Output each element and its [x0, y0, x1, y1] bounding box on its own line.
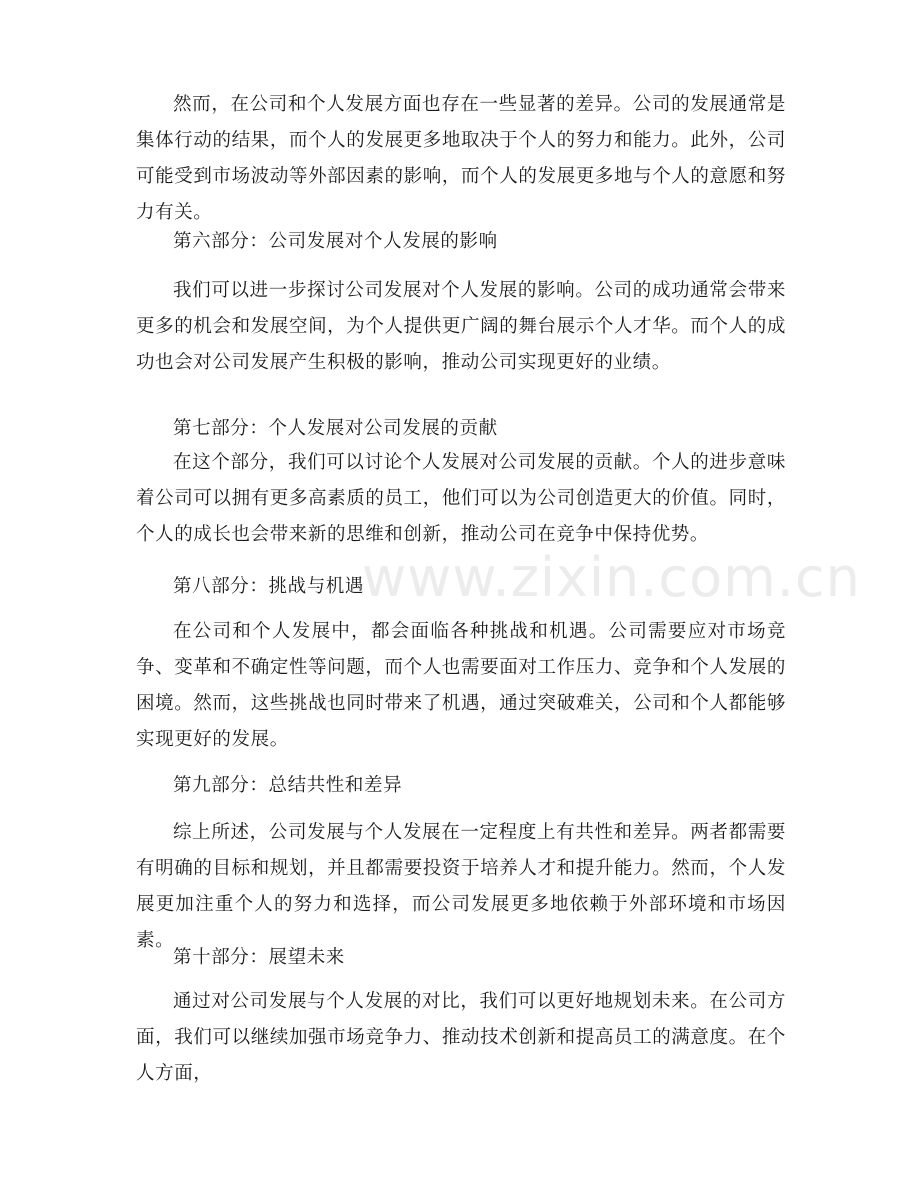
- section-heading-10: 第十部分：展望未来: [173, 947, 345, 968]
- section-heading-7: 第七部分：个人发展对公司发展的贡献: [173, 418, 498, 439]
- section-heading-9: 第九部分：总结共性和差异: [173, 775, 403, 796]
- paragraph-section-7: 在这个部分，我们可以讨论个人发展对公司发展的贡献。个人的进步意味着公司可以拥有更多高素质的员工，他们可以为公司创造更大的价值。同时，个人的成长也会带来新的思维和创新，推动公司在竞争中保持优势。: [136, 452, 786, 545]
- paragraph-section-6: 我们可以进一步探讨公司发展对个人发展的影响。公司的成功通常会带来更多的机会和发展空间，为个人提供更广阔的舞台展示个人才华。而个人的成功也会对公司发展产生积极的影响，推动公司实现更好的业绩。: [136, 280, 786, 373]
- paragraph-section-8: 在公司和个人发展中，都会面临各种挑战和机遇。公司需要应对市场竞争、变革和不确定性等问题，而个人也需要面对工作压力、竞争和个人发展的困境。然而，这些挑战也同时带来了机遇，通过突破难关，公司和个人都能够实现更好的发展。: [136, 621, 786, 750]
- watermark: www.zixin.com.cn: [362, 546, 861, 609]
- paragraph-section-10: 通过对公司发展与个人发展的对比，我们可以更好地规划未来。在公司方面，我们可以继续加强市场竞争力、推动技术创新和提高员工的满意度。在个人方面，: [136, 991, 786, 1084]
- paragraph-section-9: 综上所述，公司发展与个人发展在一定程度上有共性和差异。两者都需要有明确的目标和规划，并且都需要投资于培养人才和提升能力。然而，个人发展更加注重个人的努力和选择，而公司发展更多地依赖于外部环境和市场因素。: [136, 822, 786, 951]
- section-heading-8: 第八部分：挑战与机遇: [173, 576, 365, 597]
- paragraph-differences: 然而，在公司和个人发展方面也存在一些显著的差异。公司的发展通常是集体行动的结果，而个人的发展更多地取决于个人的努力和能力。此外，公司可能受到市场波动等外部因素的影响，而个人的发展更多地与个人的意愿和努力有关。: [136, 94, 786, 223]
- section-heading-6: 第六部分：公司发展对个人发展的影响: [173, 231, 498, 252]
